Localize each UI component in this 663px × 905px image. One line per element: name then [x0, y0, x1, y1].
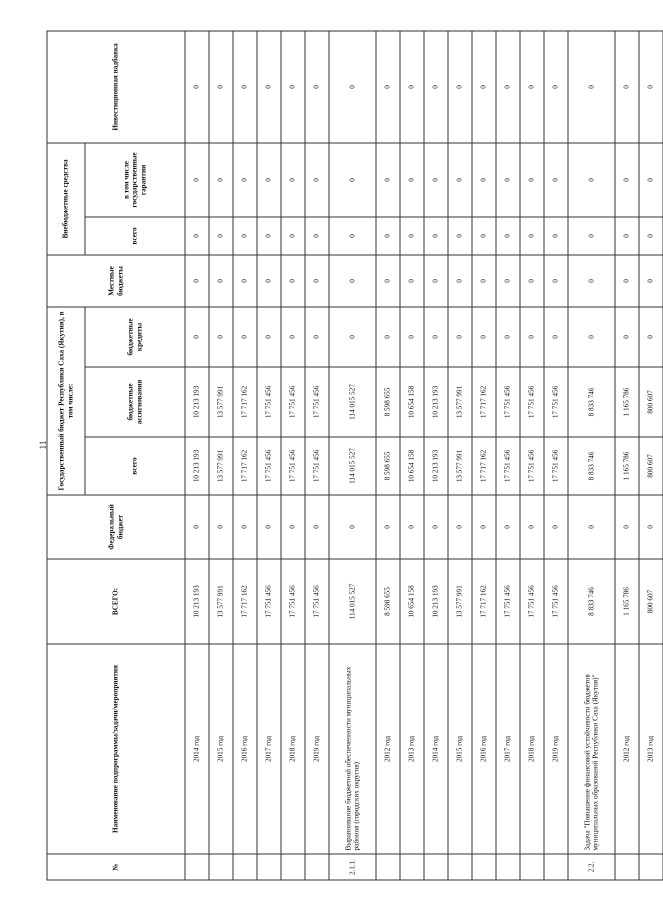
cell-extra-guar: 0 [185, 143, 209, 217]
cell-federal: 0 [615, 495, 639, 559]
cell-extra-all: 0 [257, 217, 281, 255]
cell-local: 0 [281, 255, 305, 307]
cell-total: 10 213 193 [185, 559, 209, 644]
row-name: 2012 год [376, 644, 400, 854]
header-extra-guar: в том числе государственные гарантии [85, 143, 185, 217]
row-name: 2019 год [544, 644, 568, 854]
cell-state-all: 10 213 193 [185, 437, 209, 495]
cell-federal: 0 [305, 495, 329, 559]
cell-local: 0 [209, 255, 233, 307]
row-num [639, 854, 663, 880]
cell-local: 0 [376, 255, 400, 307]
cell-extra-all: 0 [233, 217, 257, 255]
cell-state-alloc: 10 654 158 [400, 367, 424, 437]
cell-state-credit: 0 [185, 307, 209, 367]
header-state-alloc: бюджетные ассигнования [85, 367, 185, 437]
cell-local: 0 [472, 255, 496, 307]
row-name: 2018 год [281, 644, 305, 854]
cell-state-alloc: 17 717 162 [233, 367, 257, 437]
table-row [424, 31, 448, 880]
cell-state-all: 17 751 456 [496, 437, 520, 495]
cell-extra-guar: 0 [544, 143, 568, 217]
table-row [329, 31, 376, 880]
cell-local: 0 [424, 255, 448, 307]
cell-total: 17 751 456 [257, 559, 281, 644]
cell-local: 0 [257, 255, 281, 307]
cell-federal: 0 [185, 495, 209, 559]
cell-state-alloc: 13 577 991 [448, 367, 472, 437]
cell-extra-all: 0 [329, 217, 376, 255]
cell-extra-all: 0 [305, 217, 329, 255]
row-name: 2013 год [400, 644, 424, 854]
cell-invest: 0 [615, 31, 639, 143]
budget-table [46, 30, 663, 880]
cell-state-credit: 0 [400, 307, 424, 367]
table-row [496, 31, 520, 880]
row-name: 2015 год [209, 644, 233, 854]
cell-invest: 0 [376, 31, 400, 143]
table-row [615, 31, 639, 880]
cell-total: 17 717 162 [233, 559, 257, 644]
cell-federal: 0 [209, 495, 233, 559]
cell-total: 1 165 786 [615, 559, 639, 644]
cell-state-all: 17 751 456 [520, 437, 544, 495]
cell-state-alloc: 1 165 786 [615, 367, 639, 437]
cell-local: 0 [496, 255, 520, 307]
cell-state-alloc: 13 577 991 [209, 367, 233, 437]
page-number: 11 [38, 440, 48, 450]
row-num [281, 854, 305, 880]
table-row [639, 31, 663, 880]
cell-state-credit: 0 [472, 307, 496, 367]
row-name: 2015 год [448, 644, 472, 854]
cell-state-credit: 0 [329, 307, 376, 367]
cell-federal: 0 [400, 495, 424, 559]
cell-invest: 0 [568, 31, 615, 143]
cell-local: 0 [233, 255, 257, 307]
cell-federal: 0 [472, 495, 496, 559]
cell-invest: 0 [424, 31, 448, 143]
cell-state-alloc: 8 833 746 [568, 367, 615, 437]
cell-extra-guar: 0 [400, 143, 424, 217]
table-row [376, 31, 400, 880]
row-name: Выравнивание бюджетной обеспеченности муниципальных районов (городских округов) [329, 644, 376, 854]
cell-state-alloc: 10 213 193 [424, 367, 448, 437]
row-num: 2.2. [568, 854, 615, 880]
cell-local: 0 [305, 255, 329, 307]
cell-state-alloc: 17 751 456 [257, 367, 281, 437]
header-extra: Внебюджетные средства [47, 143, 85, 255]
cell-extra-all: 0 [448, 217, 472, 255]
cell-total: 17 751 456 [281, 559, 305, 644]
table-row [209, 31, 233, 880]
cell-extra-all: 0 [376, 217, 400, 255]
cell-extra-guar: 0 [281, 143, 305, 217]
row-num [472, 854, 496, 880]
cell-extra-guar: 0 [520, 143, 544, 217]
row-name: 2016 год [472, 644, 496, 854]
cell-extra-all: 0 [544, 217, 568, 255]
cell-invest: 0 [472, 31, 496, 143]
cell-state-credit: 0 [281, 307, 305, 367]
row-name: 2016 год [233, 644, 257, 854]
cell-invest: 0 [496, 31, 520, 143]
cell-extra-all: 0 [281, 217, 305, 255]
cell-state-credit: 0 [233, 307, 257, 367]
header-invest: Инвестиционная надбавка [47, 31, 185, 143]
cell-extra-guar: 0 [424, 143, 448, 217]
cell-total: 17 751 456 [544, 559, 568, 644]
row-name: 2014 год [424, 644, 448, 854]
cell-state-alloc: 8 598 655 [376, 367, 400, 437]
table-body [185, 31, 663, 880]
table-row [185, 31, 209, 880]
cell-total: 10 213 193 [424, 559, 448, 644]
row-name: 2018 год [520, 644, 544, 854]
rotated-table-frame [46, 32, 655, 881]
cell-extra-all: 0 [568, 217, 615, 255]
cell-state-alloc: 17 751 456 [544, 367, 568, 437]
cell-state-credit: 0 [544, 307, 568, 367]
table-row [400, 31, 424, 880]
cell-extra-guar: 0 [257, 143, 281, 217]
cell-invest: 0 [639, 31, 663, 143]
cell-state-all: 17 751 456 [544, 437, 568, 495]
cell-total: 17 751 456 [305, 559, 329, 644]
cell-state-all: 8 833 746 [568, 437, 615, 495]
cell-state-credit: 0 [305, 307, 329, 367]
row-num [305, 854, 329, 880]
cell-state-alloc: 17 751 456 [281, 367, 305, 437]
cell-federal: 0 [520, 495, 544, 559]
header-federal: Федеральный бюджет [47, 495, 185, 559]
cell-extra-all: 0 [424, 217, 448, 255]
cell-state-alloc: 10 213 193 [185, 367, 209, 437]
cell-federal: 0 [376, 495, 400, 559]
cell-state-credit: 0 [448, 307, 472, 367]
cell-total: 8 598 655 [376, 559, 400, 644]
cell-extra-guar: 0 [209, 143, 233, 217]
header-num: № [47, 854, 185, 880]
cell-local: 0 [448, 255, 472, 307]
cell-total: 17 751 456 [496, 559, 520, 644]
table-row [233, 31, 257, 880]
header-state: Государственный бюджет Республики Саха (Якутия), в том числе: [47, 307, 85, 495]
cell-extra-guar: 0 [329, 143, 376, 217]
header-total: ВСЕГО: [47, 559, 185, 644]
table-row [305, 31, 329, 880]
cell-state-credit: 0 [568, 307, 615, 367]
cell-total: 8 833 746 [568, 559, 615, 644]
table-row [544, 31, 568, 880]
table-row [448, 31, 472, 880]
row-num [376, 854, 400, 880]
cell-total: 13 577 991 [448, 559, 472, 644]
cell-total: 800 607 [639, 559, 663, 644]
header-name: Наименование подпрограммы/задачи/мероприятия [47, 644, 185, 854]
cell-federal: 0 [424, 495, 448, 559]
cell-state-all: 17 751 456 [257, 437, 281, 495]
cell-local: 0 [520, 255, 544, 307]
cell-local: 0 [615, 255, 639, 307]
cell-federal: 0 [329, 495, 376, 559]
cell-extra-guar: 0 [305, 143, 329, 217]
cell-invest: 0 [520, 31, 544, 143]
cell-state-all: 800 607 [639, 437, 663, 495]
header-state-all: всего [85, 437, 185, 495]
cell-federal: 0 [281, 495, 305, 559]
row-num [400, 854, 424, 880]
row-num [424, 854, 448, 880]
row-name: 2012 год [615, 644, 639, 854]
cell-invest: 0 [448, 31, 472, 143]
header-extra-all: всего [85, 217, 185, 255]
cell-extra-all: 0 [615, 217, 639, 255]
table-row [257, 31, 281, 880]
cell-state-alloc: 114 015 527 [329, 367, 376, 437]
cell-extra-all: 0 [639, 217, 663, 255]
cell-total: 114 015 527 [329, 559, 376, 644]
table-row [472, 31, 496, 880]
cell-state-credit: 0 [376, 307, 400, 367]
cell-state-alloc: 17 751 456 [305, 367, 329, 437]
cell-state-alloc: 17 717 162 [472, 367, 496, 437]
cell-state-all: 17 751 456 [305, 437, 329, 495]
cell-state-credit: 0 [257, 307, 281, 367]
row-num [615, 854, 639, 880]
row-num [448, 854, 472, 880]
cell-state-credit: 0 [424, 307, 448, 367]
cell-invest: 0 [257, 31, 281, 143]
cell-state-alloc: 800 607 [639, 367, 663, 437]
header-state-credit: бюджетные кредиты [85, 307, 185, 367]
cell-invest: 0 [329, 31, 376, 143]
cell-extra-guar: 0 [448, 143, 472, 217]
cell-state-credit: 0 [496, 307, 520, 367]
cell-extra-all: 0 [520, 217, 544, 255]
cell-state-all: 17 717 162 [472, 437, 496, 495]
row-num [185, 854, 209, 880]
cell-invest: 0 [305, 31, 329, 143]
cell-local: 0 [185, 255, 209, 307]
cell-state-all: 13 577 991 [448, 437, 472, 495]
table-row [520, 31, 544, 880]
row-num [520, 854, 544, 880]
cell-extra-all: 0 [472, 217, 496, 255]
header-row-1 [47, 31, 85, 880]
cell-invest: 0 [209, 31, 233, 143]
cell-state-all: 17 717 162 [233, 437, 257, 495]
cell-state-alloc: 17 751 456 [520, 367, 544, 437]
table-row [568, 31, 615, 880]
cell-federal: 0 [257, 495, 281, 559]
row-name: 2019 год [305, 644, 329, 854]
cell-local: 0 [544, 255, 568, 307]
cell-local: 0 [329, 255, 376, 307]
cell-extra-all: 0 [496, 217, 520, 255]
cell-invest: 0 [281, 31, 305, 143]
cell-state-alloc: 17 751 456 [496, 367, 520, 437]
cell-local: 0 [639, 255, 663, 307]
row-name: 2013 год [639, 644, 663, 854]
cell-invest: 0 [233, 31, 257, 143]
cell-total: 17 717 162 [472, 559, 496, 644]
row-num [209, 854, 233, 880]
cell-federal: 0 [544, 495, 568, 559]
cell-invest: 0 [185, 31, 209, 143]
row-num [233, 854, 257, 880]
cell-federal: 0 [568, 495, 615, 559]
cell-invest: 0 [544, 31, 568, 143]
row-num [257, 854, 281, 880]
row-num [544, 854, 568, 880]
cell-total: 17 751 456 [520, 559, 544, 644]
cell-federal: 0 [639, 495, 663, 559]
cell-state-all: 10 213 193 [424, 437, 448, 495]
cell-federal: 0 [496, 495, 520, 559]
cell-invest: 0 [400, 31, 424, 143]
row-num [496, 854, 520, 880]
table-row [281, 31, 305, 880]
cell-extra-guar: 0 [615, 143, 639, 217]
cell-extra-all: 0 [400, 217, 424, 255]
cell-extra-all: 0 [185, 217, 209, 255]
cell-state-all: 114 015 527 [329, 437, 376, 495]
row-name: 2014 год [185, 644, 209, 854]
cell-extra-guar: 0 [472, 143, 496, 217]
cell-state-all: 17 751 456 [281, 437, 305, 495]
cell-state-all: 8 598 655 [376, 437, 400, 495]
row-name: Задача "Повышение финансовой устойчивости бюджетов муниципальных образований Республики Саха (Якутия)" [568, 644, 615, 854]
cell-total: 10 654 158 [400, 559, 424, 644]
cell-local: 0 [568, 255, 615, 307]
cell-extra-guar: 0 [233, 143, 257, 217]
cell-state-all: 13 577 991 [209, 437, 233, 495]
cell-extra-guar: 0 [568, 143, 615, 217]
cell-state-credit: 0 [209, 307, 233, 367]
row-name: 2017 год [496, 644, 520, 854]
cell-extra-all: 0 [209, 217, 233, 255]
cell-total: 13 577 991 [209, 559, 233, 644]
cell-state-credit: 0 [615, 307, 639, 367]
cell-local: 0 [400, 255, 424, 307]
header-local: Местные бюджеты [47, 255, 185, 307]
row-num: 2.1.1. [329, 854, 376, 880]
cell-state-credit: 0 [639, 307, 663, 367]
cell-state-all: 10 654 158 [400, 437, 424, 495]
cell-extra-guar: 0 [639, 143, 663, 217]
cell-state-credit: 0 [520, 307, 544, 367]
cell-federal: 0 [233, 495, 257, 559]
cell-extra-guar: 0 [496, 143, 520, 217]
cell-federal: 0 [448, 495, 472, 559]
cell-extra-guar: 0 [376, 143, 400, 217]
cell-state-all: 1 165 786 [615, 437, 639, 495]
row-name: 2017 год [257, 644, 281, 854]
